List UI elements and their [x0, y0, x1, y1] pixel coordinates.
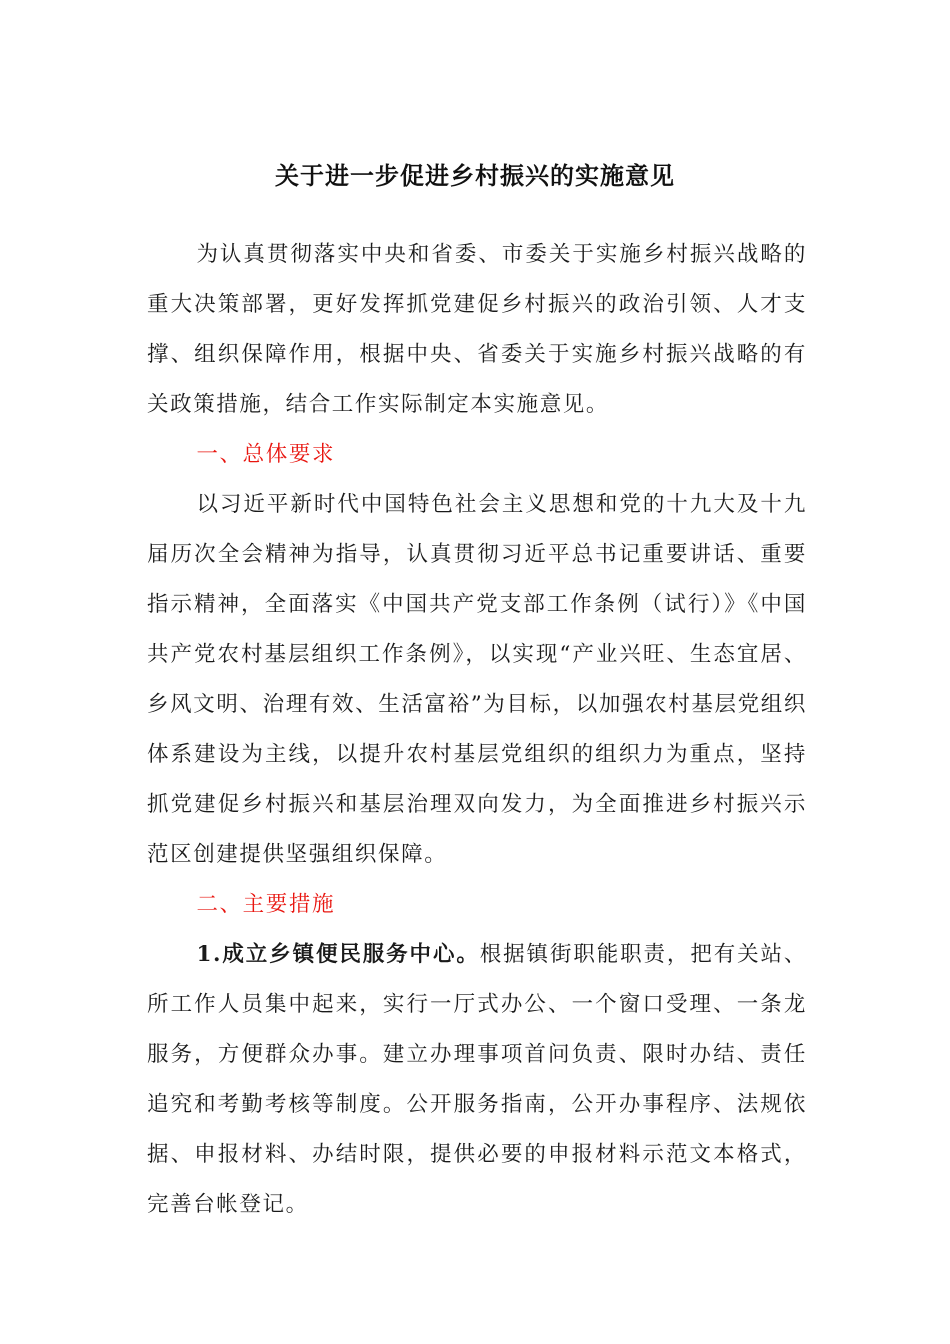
intro-paragraph: 为认真贯彻落实中央和省委、市委关于实施乡村振兴战略的重大决策部署，更好发挥抓党建促乡村振兴的政治引领、人才支撑、组织保障作用，根据中央、省委关于实施乡村振兴战略的有关政策措施，结合工作实际制定本实施意见。 [147, 242, 807, 417]
document-body [147, 230, 807, 1230]
measure-item-1-body: 根据镇街职能职责，把有关站、所工作人员集中起来，实行一厅式办公、一个窗口受理、一条龙服务，方便群众办事。建立办理事项首问负责、限时办结、责任追究和考勤考核等制度。公开服务指南，公开办事程序、法规依据、申报材料、办结时限，提供必要的申报材料示范文本格式，完善台帐登记。 [147, 942, 808, 1217]
measure-item-1-lead: 1.成立乡镇便民服务中心。 [196, 942, 480, 967]
document-title: 关于进一步促进乡村振兴的实施意见 [275, 161, 675, 190]
general-requirements-paragraph: 以习近平新时代中国特色社会主义思想和党的十九大及十九届历次全会精神为指导，认真贯彻习近平总书记重要讲话、重要指示精神，全面落实《中国共产党支部工作条例（试行）》《中国共产党农村基层组织工作条例》，以实现“产业兴旺、生态宜居、乡风文明、治理有效、生活富裕”为目标，以加强农村基层党组织体系建设为主线，以提升农村基层党组织的组织力为重点，坚持抓党建促乡村振兴和基层治理双向发力，为全面推进乡村振兴示范区创建提供坚强组织保障。 [147, 492, 807, 867]
section-heading-main-measures: 二、主要措施 [196, 892, 336, 917]
section-heading-general-requirements: 一、总体要求 [196, 442, 336, 467]
measure-item-1 [147, 930, 807, 1230]
